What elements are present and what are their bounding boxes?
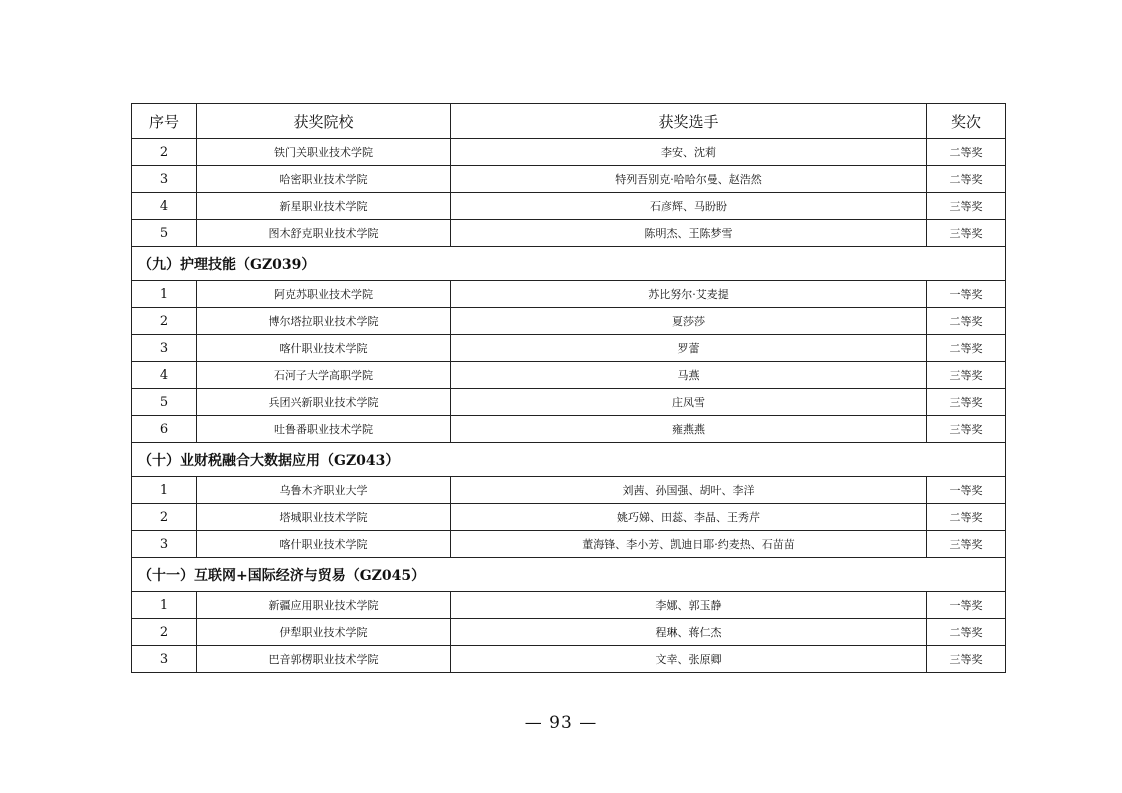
table-row [132, 362, 1006, 389]
cell-winners: 李娜、郭玉静 [451, 592, 927, 619]
table-row [132, 389, 1006, 416]
cell-school: 新星职业技术学院 [197, 193, 451, 220]
cell-school: 喀什职业技术学院 [197, 531, 451, 558]
cell-seq: 3 [132, 531, 197, 558]
cell-school: 乌鲁木齐职业大学 [197, 477, 451, 504]
cell-school: 兵团兴新职业技术学院 [197, 389, 451, 416]
table-row [132, 281, 1006, 308]
cell-seq: 5 [132, 220, 197, 247]
cell-winners: 夏莎莎 [451, 308, 927, 335]
table-header [132, 104, 1006, 139]
section-title: （十）业财税融合大数据应用（GZ043） [132, 443, 1006, 477]
cell-award: 三等奖 [927, 416, 1006, 443]
cell-school: 新疆应用职业技术学院 [197, 592, 451, 619]
cell-winners: 程琳、蒋仁杰 [451, 619, 927, 646]
cell-winners: 董海锋、李小芳、凯迪日耶·约麦热、石苗苗 [451, 531, 927, 558]
section-heading-row [132, 443, 1006, 477]
table-row [132, 619, 1006, 646]
cell-school: 伊犁职业技术学院 [197, 619, 451, 646]
cell-seq: 3 [132, 335, 197, 362]
page-number: — 93 — [524, 713, 598, 733]
table-row [132, 166, 1006, 193]
cell-seq: 6 [132, 416, 197, 443]
table-row [132, 477, 1006, 504]
cell-school: 喀什职业技术学院 [197, 335, 451, 362]
table-row [132, 335, 1006, 362]
cell-seq: 1 [132, 281, 197, 308]
cell-winners: 苏比努尔·艾麦提 [451, 281, 927, 308]
cell-school: 图木舒克职业技术学院 [197, 220, 451, 247]
cell-award: 一等奖 [927, 477, 1006, 504]
section-heading-row [132, 558, 1006, 592]
table-row [132, 139, 1006, 166]
table-row [132, 416, 1006, 443]
cell-school: 铁门关职业技术学院 [197, 139, 451, 166]
cell-seq: 1 [132, 592, 197, 619]
section-title: （九）护理技能（GZ039） [132, 247, 1006, 281]
cell-seq: 4 [132, 362, 197, 389]
cell-seq: 5 [132, 389, 197, 416]
cell-award: 二等奖 [927, 166, 1006, 193]
table-row [132, 646, 1006, 673]
cell-seq: 2 [132, 139, 197, 166]
cell-winners: 庄凤雪 [451, 389, 927, 416]
cell-award: 二等奖 [927, 335, 1006, 362]
header-award: 奖次 [927, 104, 1006, 139]
table-row [132, 308, 1006, 335]
cell-winners: 石彦辉、马盼盼 [451, 193, 927, 220]
cell-winners: 刘茜、孙国强、胡叶、李洋 [451, 477, 927, 504]
cell-seq: 4 [132, 193, 197, 220]
cell-award: 三等奖 [927, 646, 1006, 673]
cell-winners: 姚巧娣、田蕊、李晶、王秀芹 [451, 504, 927, 531]
table-row [132, 531, 1006, 558]
section-heading-row [132, 247, 1006, 281]
table-row [132, 504, 1006, 531]
cell-school: 哈密职业技术学院 [197, 166, 451, 193]
table-row [132, 220, 1006, 247]
cell-seq: 3 [132, 166, 197, 193]
cell-winners: 马燕 [451, 362, 927, 389]
cell-award: 一等奖 [927, 281, 1006, 308]
cell-winners: 雍燕燕 [451, 416, 927, 443]
cell-award: 三等奖 [927, 220, 1006, 247]
cell-award: 三等奖 [927, 362, 1006, 389]
cell-winners: 李安、沈莉 [451, 139, 927, 166]
header-row [132, 104, 1006, 139]
cell-award: 二等奖 [927, 139, 1006, 166]
cell-award: 二等奖 [927, 308, 1006, 335]
cell-school: 博尔塔拉职业技术学院 [197, 308, 451, 335]
cell-award: 二等奖 [927, 619, 1006, 646]
header-school: 获奖院校 [197, 104, 451, 139]
cell-award: 三等奖 [927, 193, 1006, 220]
cell-seq: 3 [132, 646, 197, 673]
header-seq: 序号 [132, 104, 197, 139]
cell-seq: 1 [132, 477, 197, 504]
header-winners: 获奖选手 [451, 104, 927, 139]
cell-school: 巴音郭楞职业技术学院 [197, 646, 451, 673]
table-row [132, 592, 1006, 619]
cell-seq: 2 [132, 504, 197, 531]
cell-award: 三等奖 [927, 531, 1006, 558]
cell-seq: 2 [132, 308, 197, 335]
cell-award: 二等奖 [927, 504, 1006, 531]
cell-school: 阿克苏职业技术学院 [197, 281, 451, 308]
table-row [132, 193, 1006, 220]
awards-table [131, 103, 1006, 673]
cell-school: 石河子大学高职学院 [197, 362, 451, 389]
cell-winners: 特列吾别克·哈哈尔曼、赵浩然 [451, 166, 927, 193]
cell-school: 吐鲁番职业技术学院 [197, 416, 451, 443]
cell-school: 塔城职业技术学院 [197, 504, 451, 531]
cell-winners: 罗蕾 [451, 335, 927, 362]
table-body [132, 139, 1006, 673]
cell-award: 一等奖 [927, 592, 1006, 619]
cell-seq: 2 [132, 619, 197, 646]
cell-winners: 文幸、张原卿 [451, 646, 927, 673]
section-title: （十一）互联网+国际经济与贸易（GZ045） [132, 558, 1006, 592]
cell-winners: 陈明杰、王陈梦雪 [451, 220, 927, 247]
cell-award: 三等奖 [927, 389, 1006, 416]
